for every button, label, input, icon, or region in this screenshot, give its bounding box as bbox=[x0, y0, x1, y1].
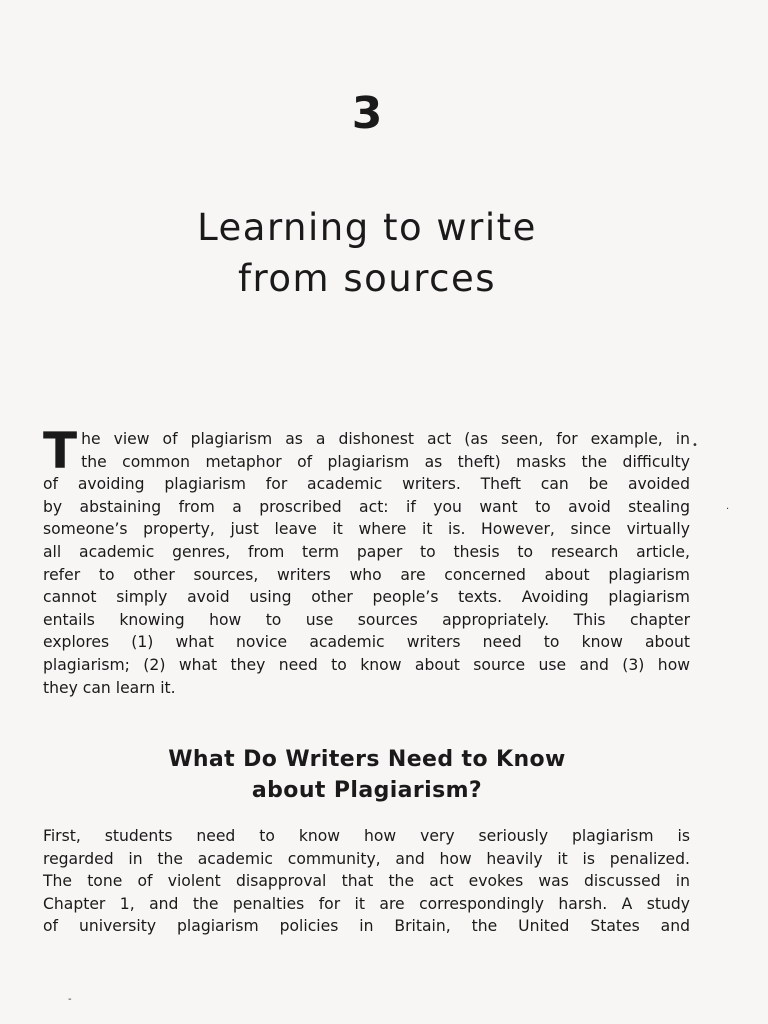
intro-line: explores (1) what novice academic writers need to know about bbox=[43, 633, 690, 652]
intro-line: plagiarism; (2) what they need to know about source use and (3) how bbox=[43, 655, 690, 674]
body-line: First, students need to know how very seriously plagiarism is bbox=[43, 827, 690, 845]
body-paragraph bbox=[43, 825, 690, 938]
chapter-title bbox=[0, 202, 734, 304]
chapter-title-line-1: Learning to write bbox=[197, 206, 537, 249]
intro-line: the common metaphor of plagiarism as theft) masks the difficulty bbox=[81, 452, 690, 471]
body-line: regarded in the academic community, and how heavily it is penalized. bbox=[43, 849, 690, 868]
intro-line: all academic genres, from term paper to thesis to research article, bbox=[43, 542, 690, 561]
chapter-title-line-2: from sources bbox=[237, 257, 496, 300]
scan-speck: · bbox=[726, 504, 730, 515]
intro-line: they can learn it. bbox=[43, 678, 176, 697]
intro-line: entails knowing how to use sources appropriately. This chapter bbox=[43, 610, 690, 629]
intro-line: of avoiding plagiarism for academic writers. Theft can be avoided bbox=[43, 475, 690, 494]
intro-line: someone’s property, just leave it where it is. However, since virtually bbox=[43, 520, 690, 539]
intro-paragraph bbox=[43, 422, 690, 699]
intro-line: cannot simply avoid using other people’s texts. Avoiding plagiarism bbox=[43, 588, 690, 607]
scan-speck: • bbox=[692, 440, 698, 451]
section-heading-line-2: about Plagiarism? bbox=[251, 778, 483, 803]
chapter-number: 3 bbox=[351, 88, 383, 139]
intro-line: refer to other sources, writers who are concerned about plagiarism bbox=[43, 565, 690, 584]
body-line: The tone of violent disapproval that the act evokes was discussed in bbox=[43, 872, 690, 891]
body-line: of university plagiarism policies in Britain, the United States and bbox=[43, 917, 690, 936]
drop-cap: T bbox=[43, 422, 78, 480]
section-heading bbox=[0, 744, 734, 806]
scan-speck: - bbox=[68, 994, 72, 1005]
intro-line: he view of plagiarism as a dishonest act (as seen, for example, in bbox=[81, 430, 690, 448]
intro-line: by abstaining from a proscribed act: if you want to avoid stealing bbox=[43, 497, 690, 516]
body-line: Chapter 1, and the penalties for it are correspondingly harsh. A study bbox=[43, 894, 690, 913]
section-heading-line-1: What Do Writers Need to Know bbox=[168, 747, 566, 772]
